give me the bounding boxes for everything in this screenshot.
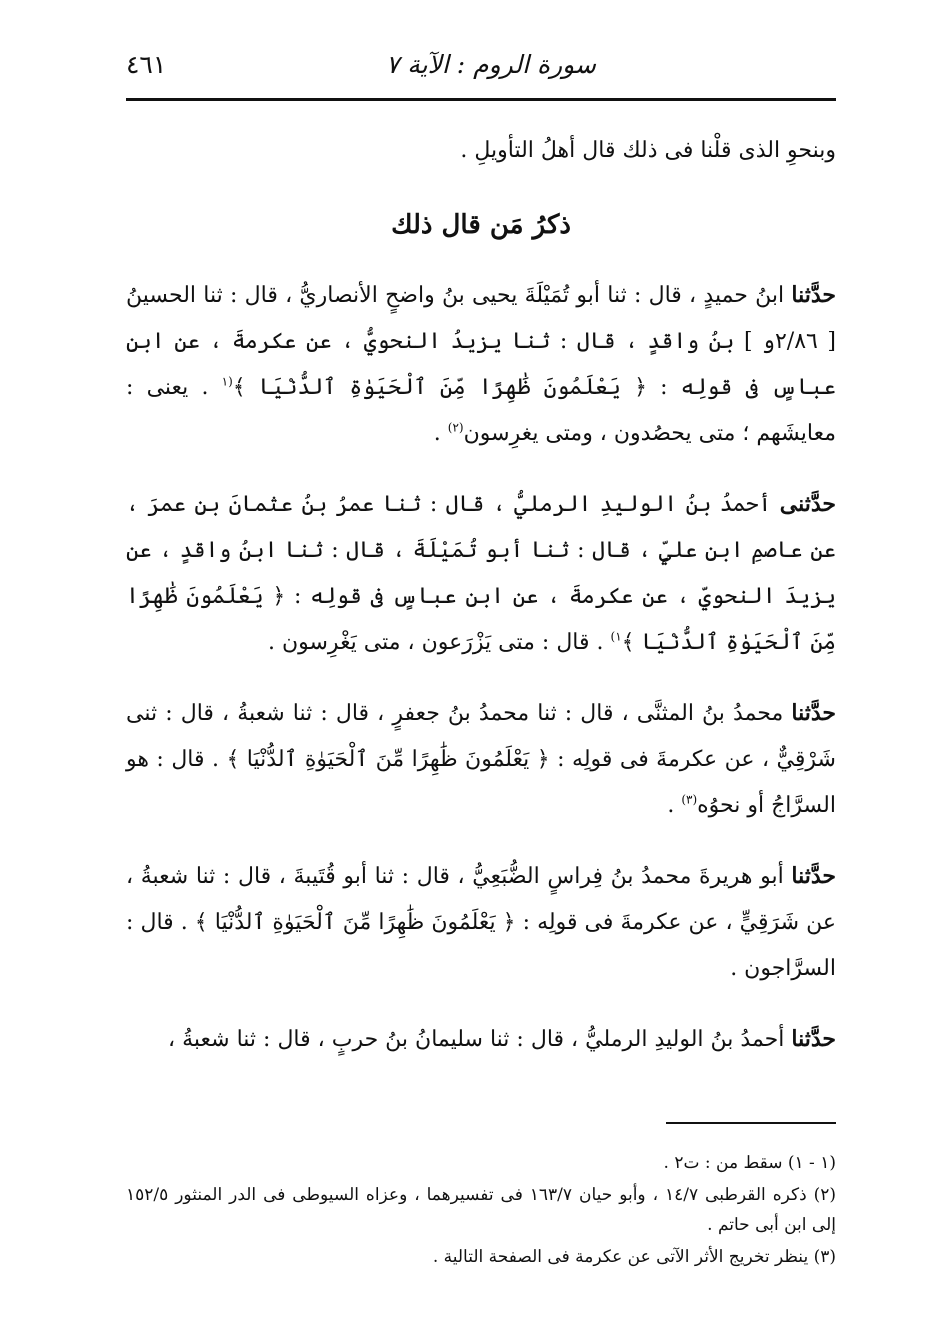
surah-title: سورة الروم : الآية ٧ (385, 50, 596, 79)
footnote-separator (666, 1122, 836, 1124)
narration-text: . قال : متى يَزْرَعون ، متى يَغْرِسون . (267, 630, 611, 655)
header-rule (126, 98, 836, 101)
footnote: (١ - ١) سقط من : ت٢ . (663, 1153, 836, 1173)
page-number: ٤٦١ (126, 50, 167, 79)
narration-paragraph (126, 481, 836, 666)
narration-lead: حدَّثنا (791, 282, 836, 308)
narration-paragraph (126, 853, 836, 992)
narration-lead: حدَّثنا (791, 700, 836, 726)
narration-paragraph (126, 690, 836, 829)
quran-verse: ﴿ يَعْلَمُونَ ظَٰهِرًا مِّنَ ٱلْحَيَوٰةِ ٱلدُّنْيَا ﴾ (126, 584, 836, 655)
narration-text: . قال : السرَّاجون . (126, 910, 836, 981)
footnote-marker: (١ (221, 374, 233, 389)
running-header (126, 44, 834, 94)
narration-paragraph (126, 1016, 836, 1063)
footnote-marker: (٢) (447, 420, 464, 435)
narration-text: . قال : هو السرَّاجُ أو نحوُه (126, 747, 836, 818)
narration-text: ابنُ حميدٍ ، قال : ثنا أبو تُمَيْلَةَ يحيى بنُ واضحٍ الأنصاريُّ ، قال : ثنا الحسينُ [ ٢/٨٦و ] بنُ واقدٍ ، قال : ثنا يزيدُ النحويُّ ، عن عكرمةَ ، عن ابنِ عباسٍ فى قولِه : (126, 283, 836, 400)
narration-lead: حدَّثنا (791, 1026, 836, 1052)
footnote: (٢) ذكره القرطبى ١٤/٧ ، وأبو حيان ١٦٣/٧ فى تفسيرهما ، وعزاه السيوطى فى الدر المنثور ١٥٢/٥ إلى ابن أبى حاتم . (126, 1185, 836, 1235)
narration-lead: حدَّثنا (791, 863, 836, 889)
footnote-marker: ١) (610, 629, 622, 644)
narration-text: . (667, 793, 682, 818)
main-text (126, 128, 836, 1087)
narration-lead: حدَّثنى (779, 491, 836, 517)
narration-text: أحمدُ بنُ الوليدِ الرمليُّ ، قال : ثنا سليمانُ بنُ حربٍ ، قال : ثنا شعبةُ ، (168, 1027, 792, 1052)
footnote-marker: (٣) (681, 792, 698, 807)
narration-paragraph (126, 272, 836, 457)
quran-verse: ﴿ يَعْلَمُونَ ظَٰهِرًا مِّنَ ٱلْحَيَوٰةِ ٱلدُّنْيَا ﴾ (226, 747, 550, 772)
footnotes (126, 1148, 836, 1274)
narration-text: . (433, 421, 448, 446)
quran-verse: ﴿ يَعْلَمُونَ ظَٰهِرًا مِّنَ ٱلْحَيَوٰةِ ٱلدُّنْيَا ﴾ (194, 910, 516, 935)
narration-text: أحمدُ بنُ الوليدِ الرمليُّ ، قال : ثنا عمرُ بنُ عثمانَ بنِ عمرَ ، عن عاصمِ ابنِ عليٍّ ، قال : ثنا أبو تُمَيْلَةَ ، قال : ثنا ابنُ واقدٍ ، عن يزيدَ النحويِّ ، عن عكرمةَ ، عن ابنِ عباسٍ فى قولِه : (126, 492, 836, 609)
quran-verse: ﴿ يَعْلَمُونَ ظَٰهِرًا مِّنَ ٱلْحَيَوٰةِ ٱلدُّنْيَا ﴾ (232, 375, 647, 400)
footnote: (٣) ينظر تخريج الأثر الآتى عن عكرمة فى الصفحة التالية . (432, 1247, 836, 1267)
narration-text: أبو هريرةَ محمدُ بنُ فِراسٍ الضُّبَعِيُّ ، قال : ثنا أبو قُتَيبةَ ، قال : ثنا شعبةُ ، عن شَرَقِيٍّ ، عن عكرمةَ فى قولِه : (126, 864, 836, 935)
section-heading: ذكرُ مَن قال ذلك (391, 210, 571, 240)
narration-text: محمدُ بنُ المثنَّى ، قال : ثنا محمدُ بنُ جعفرٍ ، قال : ثنا شعبةُ ، قال : ثنى شَرْقِيٌّ ، عن عكرمةَ فى قولِه : (126, 701, 836, 772)
narration-text: . يعنى : معايشَهم ؛ متى يحصُدون ، ومتى يغرِسون (126, 375, 836, 446)
intro-line: وبنحوِ الذى قلْنا فى ذلك قال أهلُ التأويلِ . (460, 138, 836, 163)
